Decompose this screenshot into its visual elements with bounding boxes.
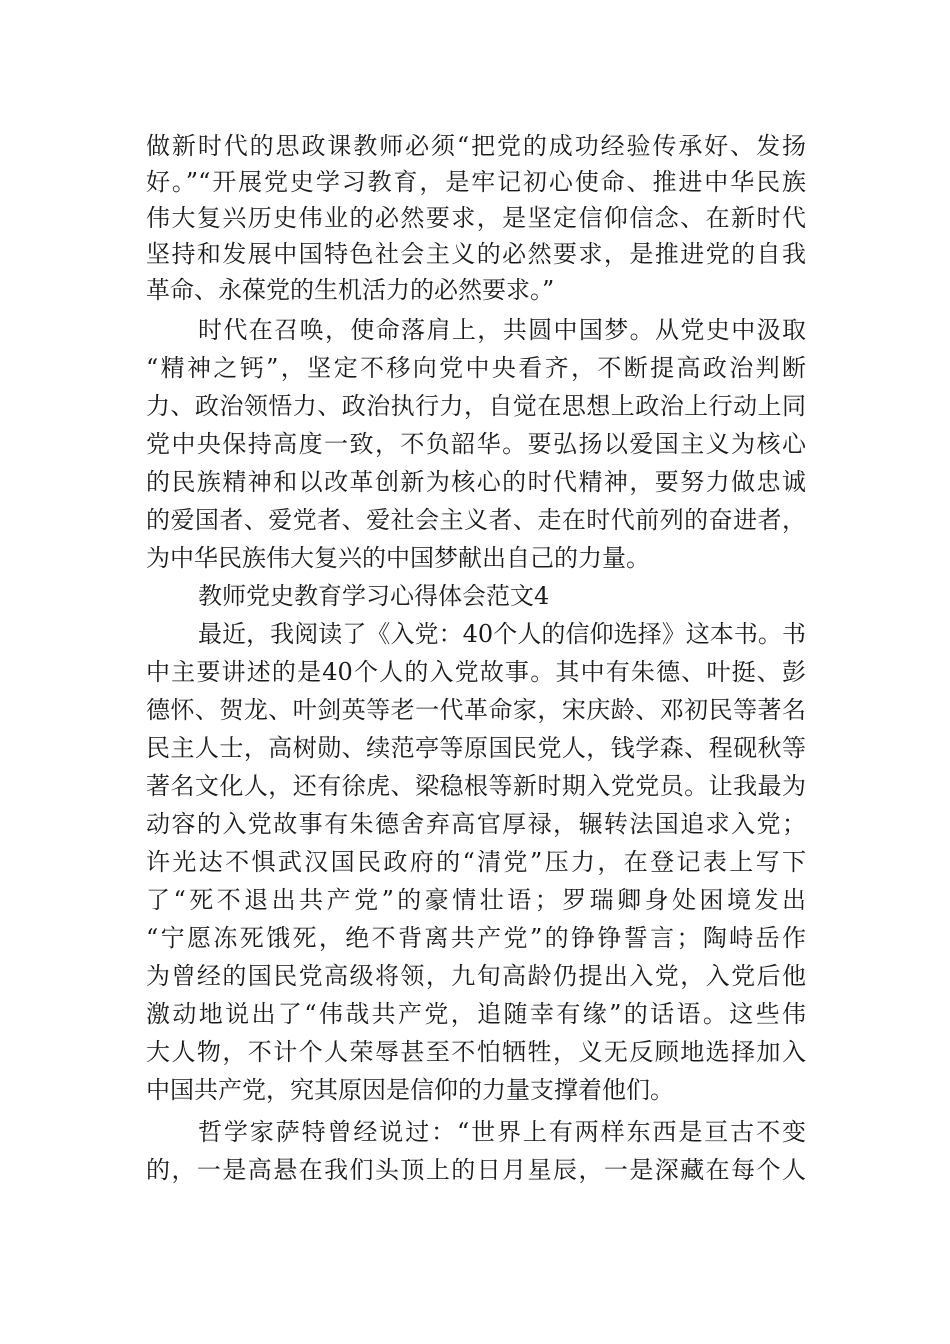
text-line: 为中华民族伟大复兴的中国梦献出自己的力量。 <box>146 544 650 572</box>
text-line: 为曾经的国民党高级将领，九旬高龄仍提出入党，入党后他 <box>146 962 806 990</box>
text-line: 的爱国者、爱党者、爱社会主义者、走在时代前列的奋进者， <box>146 506 806 534</box>
text-line: 力、政治领悟力、政治执行力，自觉在思想上政治上行动上同 <box>146 392 806 420</box>
text-line: 的，一是高悬在我们头顶上的日月星辰，一是深藏在每个人 <box>146 1156 806 1184</box>
text-line: 好。”“开展党史学习教育，是牢记初心使命、推进中华民族 <box>146 168 806 196</box>
text-line: “精神之钙”，坚定不移向党中央看齐，不断提高政治判断 <box>146 354 806 382</box>
text-line: 了“死不退出共产党”的豪情壮语；罗瑞卿身处困境发出 <box>146 886 806 914</box>
text-line: 的民族精神和以改革创新为核心的时代精神，要努力做忠诚 <box>146 468 806 496</box>
text-line: “宁愿冻死饿死，绝不背离共产党”的铮铮誓言；陶峙岳作 <box>146 924 806 952</box>
text-line: 党中央保持高度一致，不负韶华。要弘扬以爱国主义为核心 <box>146 430 806 458</box>
text-line: 激动地说出了“伟哉共产党，追随幸有缘”的话语。这些伟 <box>146 1000 806 1028</box>
text-line: 时代在召唤，使命落肩上，共圆中国梦。从党史中汲取 <box>198 316 806 344</box>
text-line: 坚持和发展中国特色社会主义的必然要求，是推进党的自我 <box>146 240 806 268</box>
text-line: 革命、永葆党的生机活力的必然要求。” <box>146 276 555 304</box>
text-line: 民主人士，高树勋、续范亭等原国民党人，钱学森、程砚秋等 <box>146 734 806 762</box>
text-line: 中国共产党，究其原因是信仰的力量支撑着他们。 <box>146 1076 674 1104</box>
section-heading: 教师党史教育学习心得体会范文4 <box>198 582 550 610</box>
text-line: 最近，我阅读了《入党：40个人的信仰选择》这本书。书 <box>198 620 806 648</box>
text-line: 德怀、贺龙、叶剑英等老一代革命家，宋庆龄、邓初民等著名 <box>146 696 806 724</box>
text-line: 许光达不惧武汉国民政府的“清党”压力，在登记表上写下 <box>146 848 806 876</box>
text-line: 大人物，不计个人荣辱甚至不怕牺牲，义无反顾地选择加入 <box>146 1038 806 1066</box>
text-line: 哲学家萨特曾经说过：“世界上有两样东西是亘古不变 <box>198 1118 806 1146</box>
text-line: 著名文化人，还有徐虎、梁稳根等新时期入党党员。让我最为 <box>146 772 806 800</box>
text-line: 中主要讲述的是40个人的入党故事。其中有朱德、叶挺、彭 <box>146 658 806 686</box>
text-line: 做新时代的思政课教师必须“把党的成功经验传承好、发扬 <box>146 132 806 160</box>
text-line: 动容的入党故事有朱德舍弃高官厚禄，辗转法国追求入党； <box>146 810 806 838</box>
text-line: 伟大复兴历史伟业的必然要求，是坚定信仰信念、在新时代 <box>146 204 806 232</box>
